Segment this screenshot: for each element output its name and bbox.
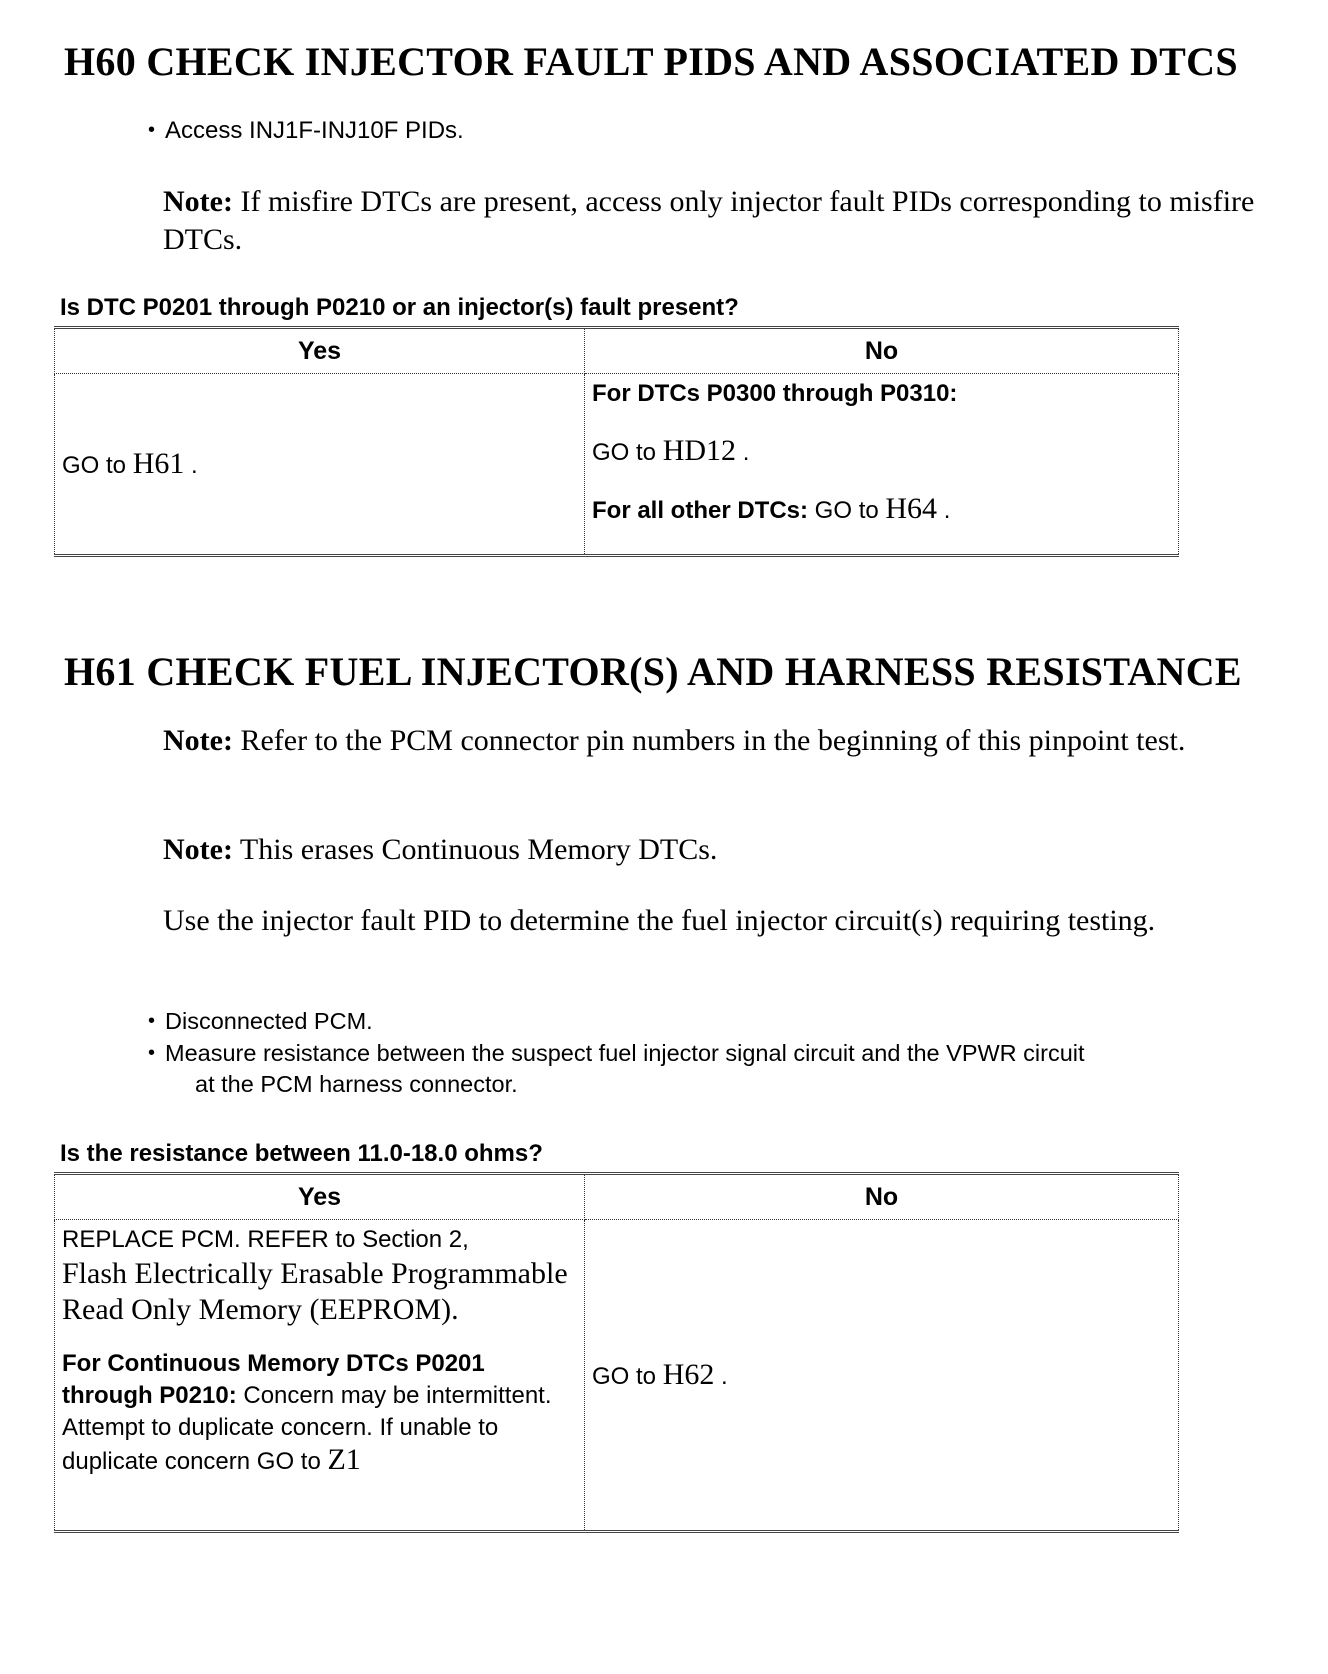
h60-no-other-target-link[interactable]: H64 bbox=[885, 492, 938, 525]
h61-note2-label: Note: bbox=[163, 833, 233, 866]
h61-yes-cell bbox=[55, 1220, 585, 1532]
h61-no-target-link[interactable]: H62 bbox=[662, 1358, 715, 1391]
h61-note1-label: Note: bbox=[163, 724, 233, 757]
h61-bullet2-line1: Measure resistance between the suspect fuel injector signal circuit and the VPWR circuit bbox=[165, 1040, 1085, 1066]
h60-title: H60 CHECK INJECTOR FAULT PIDS AND ASSOCIATED DTCS bbox=[64, 39, 1238, 84]
h60-yes-cell bbox=[55, 374, 585, 556]
h60-note-label: Note: bbox=[163, 185, 233, 218]
h60-no-other-end: . bbox=[937, 497, 951, 524]
h61-yes-cont-target-link[interactable]: Z1 bbox=[327, 1443, 361, 1476]
h61-note1-text: Refer to the PCM connector pin numbers in the beginning of this pinpoint test. bbox=[232, 724, 1186, 757]
h60-note-text: If misfire DTCs are present, access only injector fault PIDs corresponding to misfire DTCs. bbox=[163, 185, 1255, 256]
h61-yes-flash: Flash Electrically Erasable Programmable Read Only Memory (EEPROM). bbox=[62, 1257, 568, 1326]
h60-yes-header: Yes bbox=[55, 328, 585, 374]
h60-no-cell bbox=[585, 374, 1179, 556]
h60-bullet-text: Access INJ1F-INJ10F PIDs. bbox=[165, 117, 464, 144]
h61-yes-cont-text: Concern may be intermittent. Attempt to duplicate concern. If unable to duplicate concern GO to bbox=[62, 1382, 552, 1475]
h61-bullet2-line2: at the PCM harness connector. bbox=[195, 1071, 518, 1097]
h60-note bbox=[163, 183, 1258, 259]
h61-yes-replace: REPLACE PCM. REFER to Section 2, bbox=[62, 1226, 469, 1253]
h60-no-misfire-end: . bbox=[736, 439, 750, 466]
h60-question: Is DTC P0201 through P0210 or an injector(s) fault present? bbox=[60, 294, 739, 321]
h60-bullet-access-pids bbox=[145, 114, 464, 147]
h61-no-header: No bbox=[585, 1174, 1179, 1220]
h61-yes-header: Yes bbox=[55, 1174, 585, 1220]
h61-note2-text: This erases Continuous Memory DTCs. bbox=[232, 833, 718, 866]
h61-bullet1-text: Disconnected PCM. bbox=[165, 1008, 373, 1034]
h60-yes-target-link[interactable]: H61 bbox=[132, 447, 185, 480]
h61-bullet-disconnect bbox=[145, 1005, 1085, 1038]
h60-header-row bbox=[55, 328, 1179, 374]
h61-bullet-list bbox=[145, 1005, 1085, 1100]
h60-no-header: No bbox=[585, 328, 1179, 374]
h61-title: H61 CHECK FUEL INJECTOR(S) AND HARNESS RESISTANCE bbox=[64, 649, 1242, 694]
h60-no-other-label: For all other DTCs: bbox=[592, 497, 809, 524]
h60-no-misfire-go: GO to bbox=[592, 439, 663, 466]
h61-no-go: GO to bbox=[592, 1363, 663, 1390]
h61-header-row bbox=[55, 1174, 1179, 1220]
h61-no-end: . bbox=[714, 1363, 728, 1390]
h60-bullet-list bbox=[145, 114, 464, 147]
h61-instruction: Use the injector fault PID to determine the fuel injector circuit(s) requiring testing. bbox=[163, 904, 1156, 937]
h61-note-erases-dtcs bbox=[163, 831, 1258, 869]
h60-yes-end: . bbox=[184, 452, 198, 479]
h61-question: Is the resistance between 11.0-18.0 ohms? bbox=[60, 1140, 543, 1167]
h61-answer-row bbox=[55, 1220, 1179, 1532]
h60-answer-row bbox=[55, 374, 1179, 556]
h60-yes-go: GO to bbox=[62, 452, 133, 479]
h61-yes-cont-label: For Continuous Memory DTCs P0201 through P0210: bbox=[62, 1350, 485, 1409]
h60-decision-table bbox=[54, 326, 1179, 557]
h60-no-misfire-target-link[interactable]: HD12 bbox=[662, 434, 737, 467]
h60-no-misfire-label: For DTCs P0300 through P0310: bbox=[592, 380, 958, 407]
h61-decision-table bbox=[54, 1172, 1179, 1533]
h60-no-other-go: GO to bbox=[808, 497, 886, 524]
h61-bullet-measure bbox=[145, 1038, 1085, 1100]
h61-note-pin-numbers bbox=[163, 722, 1258, 760]
h61-no-cell bbox=[585, 1220, 1179, 1532]
